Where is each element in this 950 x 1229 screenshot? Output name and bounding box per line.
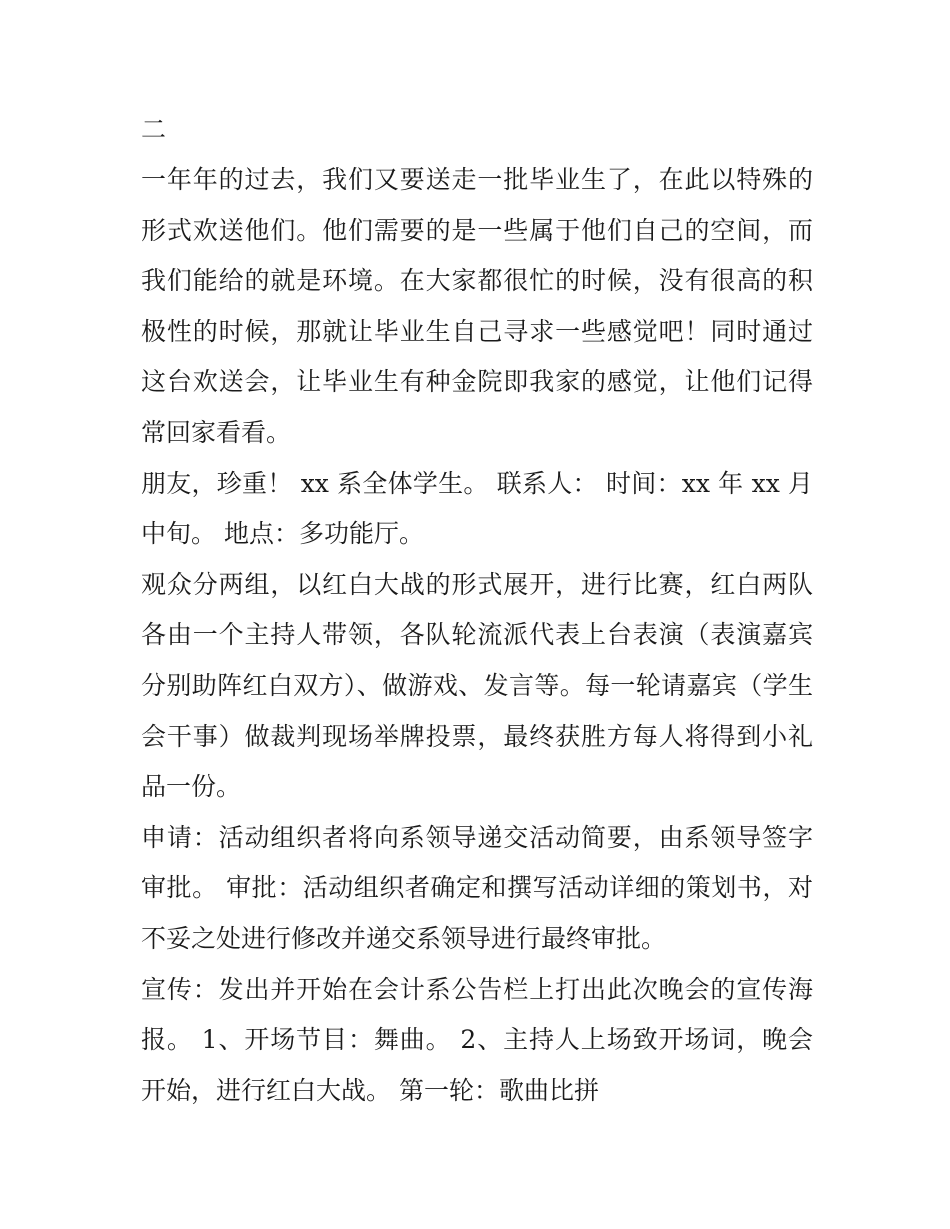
paragraph-approval: 申请：活动组织者将向系领导递交活动简要，由系领导签字审批。 审批：活动组织者确定和撰写活动详细的策划书，对不妥之处进行修改并递交系领导进行最终审批。 — [141, 822, 813, 953]
paragraph-intro: 一年年的过去，我们又要送走一批毕业生了，在此以特殊的形式欢送他们。他们需要的是一些属于他们自己的空间，而我们能给的就是环境。在大家都很忙的时候，没有很高的积极性的时候，那就让毕业生自己寻求一些感觉吧！同时通过这台欢送会，让毕业生有种金院即我家的感觉，让他们记得常回家看看。 — [141, 165, 813, 447]
paragraph-event-info: 朋友，珍重！ xx 系全体学生。 联系人： 时间：xx 年 xx 月中旬。 地点：多功能厅。 — [141, 468, 813, 549]
section-heading: 二 — [141, 115, 167, 144]
document-page — [141, 105, 813, 1116]
paragraph-format: 观众分两组，以红白大战的形式展开，进行比赛，红白两队各由一个主持人带领，各队轮流派代表上台表演（表演嘉宾分别助阵红白双方）、做游戏、发言等。每一轮请嘉宾（学生会干事）做裁判现场举牌投票，最终获胜方每人将得到小礼品一份。 — [141, 569, 813, 802]
paragraph-publicity: 宣传：发出并开始在会计系公告栏上打出此次晚会的宣传海报。 1、开场节目：舞曲。 2、主持人上场致开场词，晚会开始，进行红白大战。 第一轮：歌曲比拼 — [141, 974, 813, 1105]
